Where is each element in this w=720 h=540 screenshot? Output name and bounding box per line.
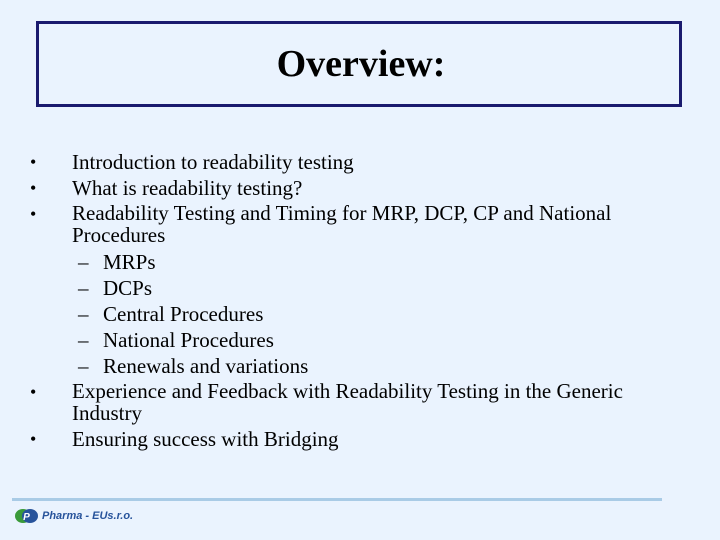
logo-text: Pharma - EUs.r.o. — [42, 510, 134, 522]
sub-bullet-text: DCPs — [103, 276, 153, 300]
sub-bullet-marker: – — [78, 354, 89, 378]
bullet-text: Introduction to readability testing — [72, 150, 354, 174]
bullet-text: What is readability testing? — [72, 176, 303, 200]
bullet-marker: • — [30, 204, 37, 224]
bullet-text: Readability Testing and Timing for MRP, DCP, CP and National Procedures — [72, 201, 612, 247]
bullet-marker: • — [30, 429, 37, 449]
sub-bullet-text: Central Procedures — [103, 302, 264, 326]
sub-bullet-text: National Procedures — [103, 328, 274, 352]
footer-divider — [12, 498, 662, 501]
sub-bullet-marker: – — [78, 302, 89, 326]
bullet-marker: • — [30, 152, 37, 172]
company-logo — [14, 505, 133, 527]
bullet-text: Ensuring success with Bridging — [72, 427, 339, 451]
slide-title: Overview: — [276, 43, 446, 85]
sub-bullet-marker: – — [78, 250, 89, 274]
bullet-marker: • — [30, 382, 37, 402]
svg-text:P: P — [23, 512, 30, 523]
sub-bullet-marker: – — [78, 276, 89, 300]
bullet-text: Experience and Feedback with Readability Testing in the Generic Industry — [72, 379, 623, 425]
pharma-leaf-logo-icon — [14, 506, 40, 526]
sub-bullet-marker: – — [78, 328, 89, 352]
sub-bullet-text: Renewals and variations — [103, 354, 309, 378]
sub-bullet-text: MRPs — [103, 250, 156, 274]
bullet-marker: • — [30, 178, 37, 198]
title-box — [36, 21, 682, 107]
